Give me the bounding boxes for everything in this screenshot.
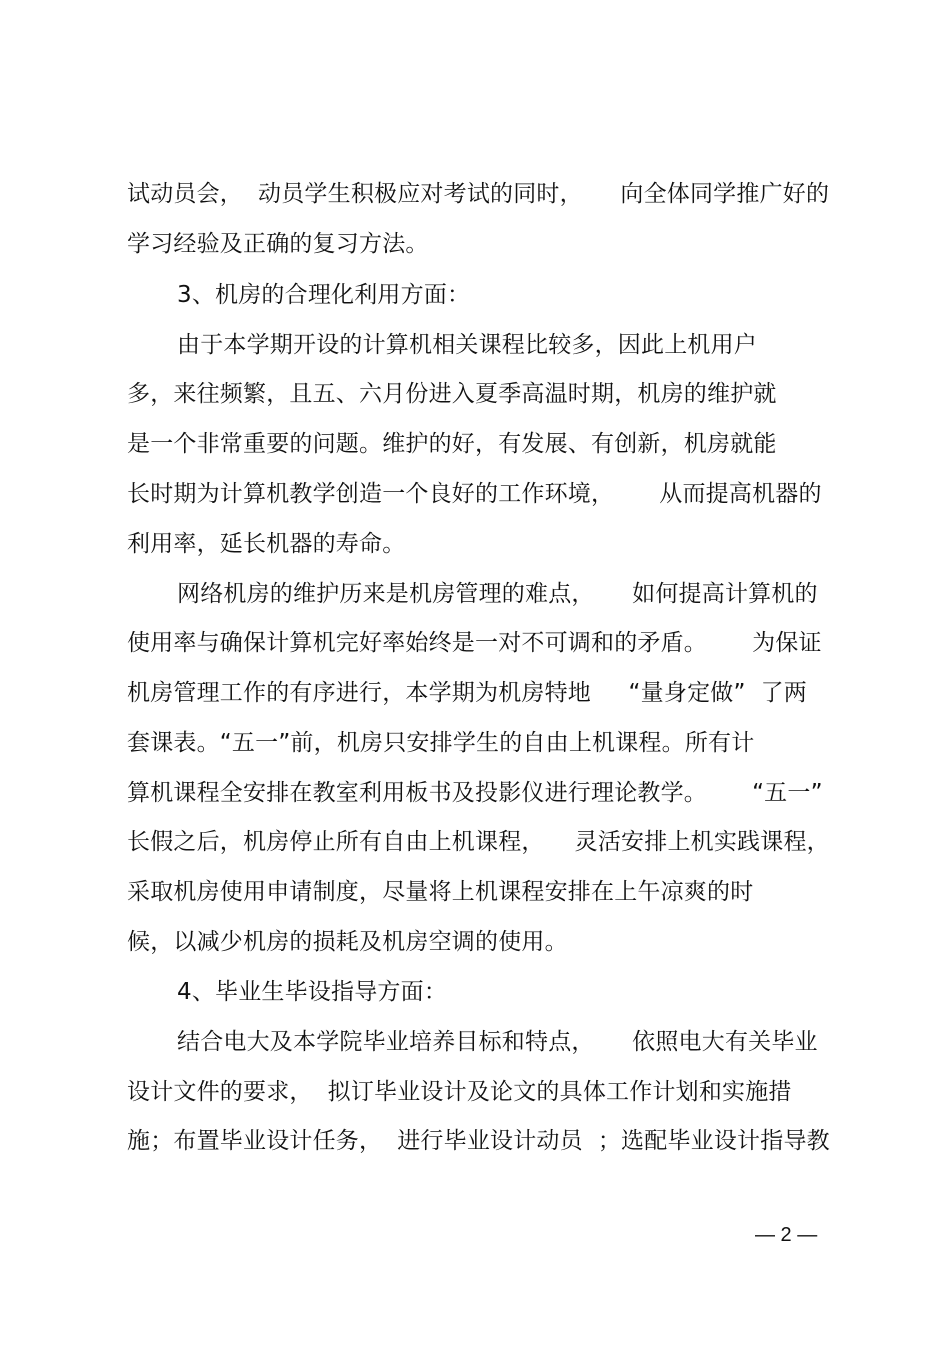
text-line: 是一个非常重要的问题。维护的好，有发展、有创新，机房就能 [127, 431, 777, 457]
text-line: 试动员会， 动员学生积极应对考试的同时， 向全体同学推广好的 [127, 181, 830, 207]
page-number: — 2 — [755, 1224, 818, 1246]
text-line: 使用率与确保计算机完好率始终是一对不可调和的矛盾。 为保证 [127, 630, 822, 656]
text-line: 学习经验及正确的复习方法。 [127, 231, 429, 257]
section-heading: 3、机房的合理化利用方面： [177, 282, 471, 308]
text-line: 网络机房的维护历来是机房管理的难点， 如何提高计算机的 [177, 581, 818, 607]
text-line: 施；布置毕业设计任务， 进行毕业设计动员 ；选配毕业设计指导教 [127, 1128, 830, 1154]
text-line: 设计文件的要求， 拟订毕业设计及论文的具体工作计划和实施措 [127, 1079, 792, 1105]
text-line: 多，来往频繁，且五、六月份进入夏季高温时期，机房的维护就 [127, 381, 777, 407]
text-line: 由于本学期开设的计算机相关课程比较多，因此上机用户 [177, 332, 757, 358]
text-line: 长假之后，机房停止所有自由上机课程， 灵活安排上机实践课程， [127, 829, 830, 855]
text-line: 机房管理工作的有序进行，本学期为机房特地 “量身定做” 了两 [127, 680, 808, 706]
section-heading: 4、毕业生毕设指导方面： [177, 979, 448, 1005]
text-line: 结合电大及本学院毕业培养目标和特点， 依照电大有关毕业 [177, 1029, 818, 1055]
text-line: 候，以减少机房的损耗及机房空调的使用。 [127, 929, 568, 955]
text-line: 套课表。“五一”前，机房只安排学生的自由上机课程。所有计 [127, 730, 755, 756]
text-line: 长时期为计算机教学创造一个良好的工作环境， 从而提高机器的 [127, 481, 822, 507]
text-line: 算机课程全安排在教室利用板书及投影仪进行理论教学。 “五一” [127, 780, 823, 806]
text-line: 利用率，延长机器的寿命。 [127, 531, 406, 557]
text-line: 采取机房使用申请制度，尽量将上机课程安排在上午凉爽的时 [127, 879, 754, 905]
